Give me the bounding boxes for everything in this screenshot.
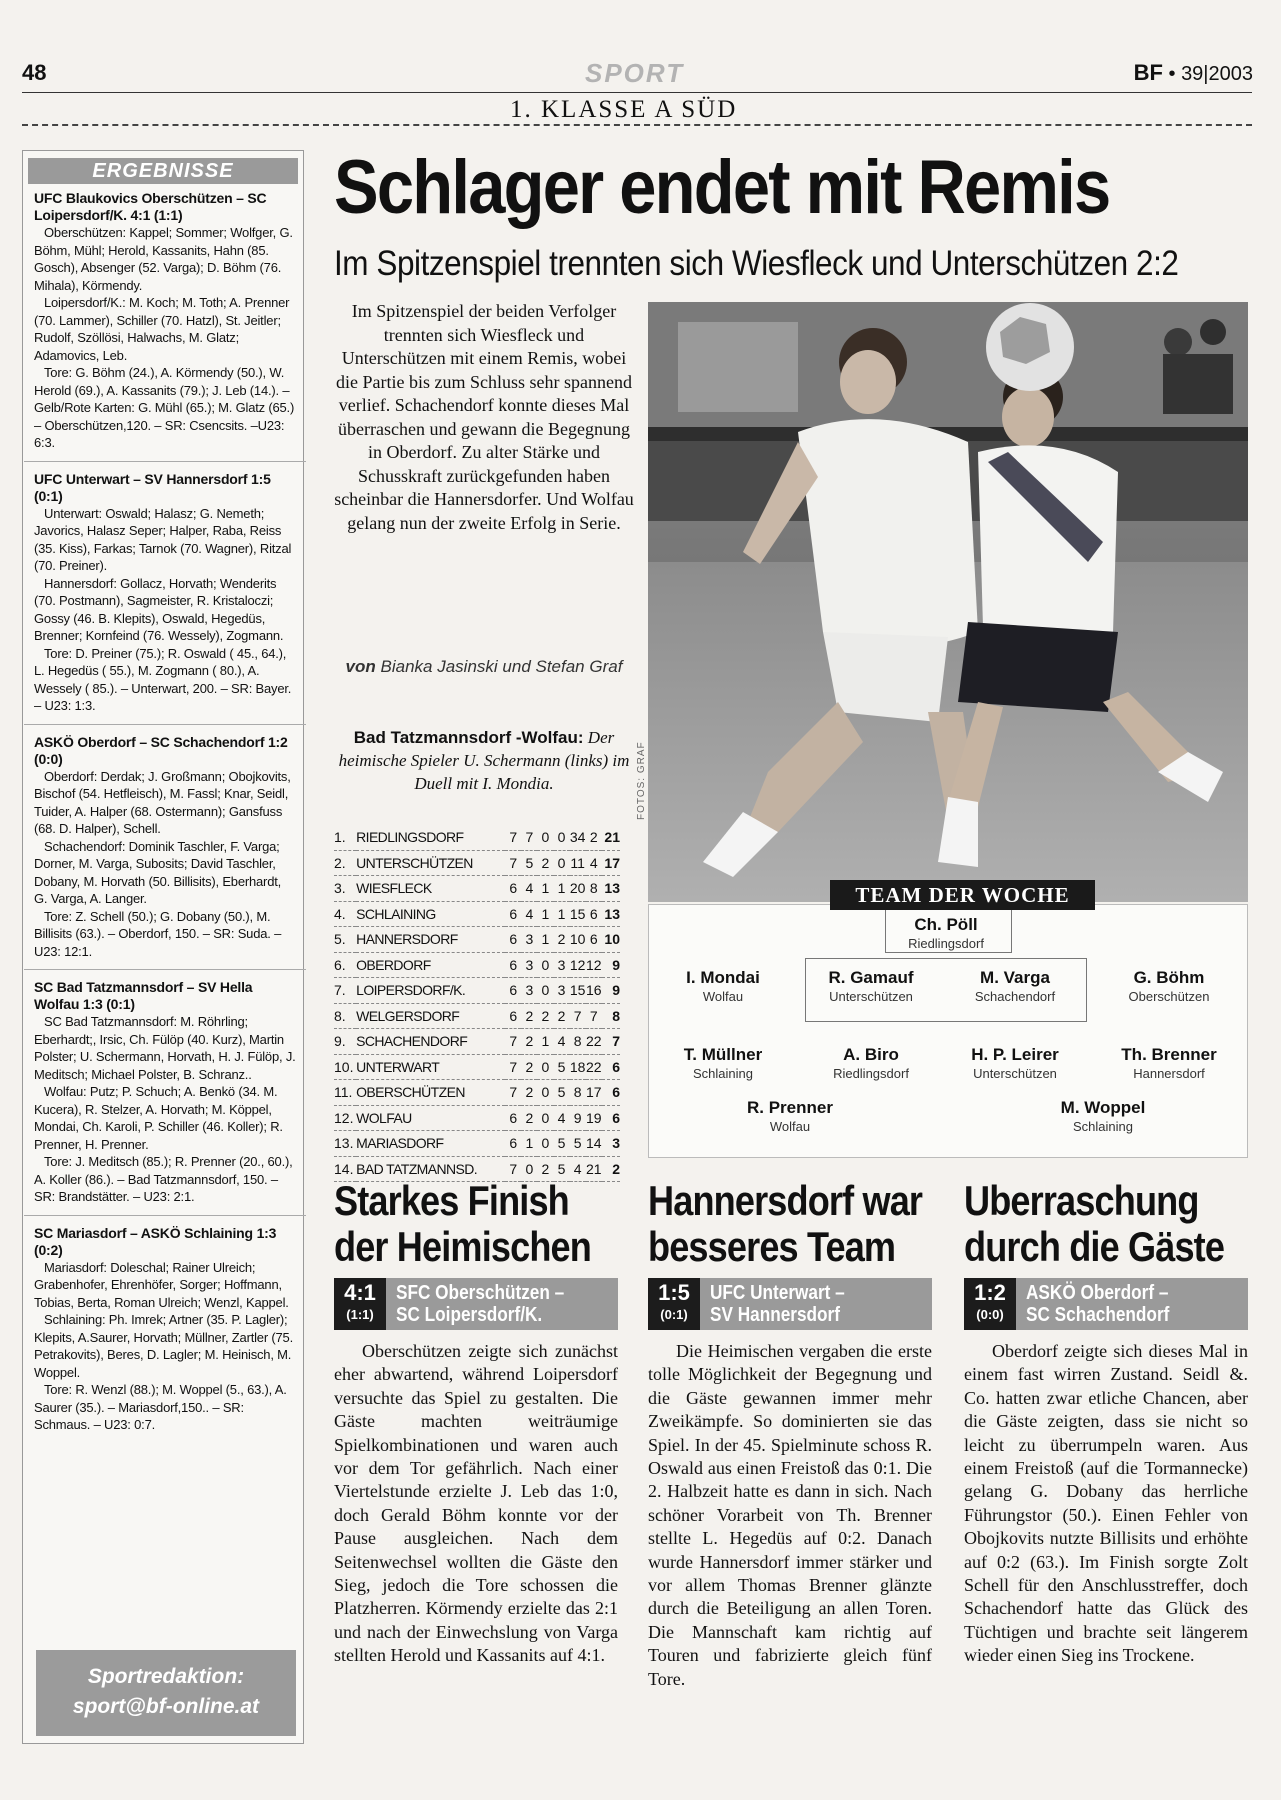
byline-names: Bianka Jasinski und Stefan Graf <box>380 657 623 676</box>
standings-row <box>334 978 620 1004</box>
player-name: R. Prenner <box>747 1098 833 1117</box>
result-title: SC Bad Tatzmannsdorf – SV Hella Wolfau 1:3 (0:1) <box>34 979 253 1012</box>
standings-pts: 13 <box>602 876 620 902</box>
tdw-row2-player <box>940 1045 1090 1082</box>
result-line: Oberschützen: Kappel; Sommer; Wolfger, G. Böhm, Mühl; Herold, Kassanits, Hahn (85. Gosch), Absenger (52. Varga); D. Böhm (76. Mihala), Körmendy. <box>34 225 293 293</box>
article-text: Oberdorf zeigte sich dieses Mal in einem fast wirren Zustand. Seidl &. Co. hatten zwar etliche Chancen, aber die Gäste zeigten, dass sie nicht so leicht zu überrumpeln waren. Aus einem Freistoß (auf die Tormannecke) gelang G. Dobany das herrliche Führungstor (50.). Einen Fehler von Obojkovits nutzte Billisits und erhöhte auf 0:2 (63.). Im Finish sorgte Zolt Schell für den Anschlusstreffer, doch Schachendorf hatte das Glück des Tüchtigen und brachte seit längerem wieder einen Sieg ins Trockene. <box>964 1341 1248 1666</box>
standings-d: 1 <box>537 927 553 953</box>
result-line: Schachendorf: Dominik Taschler, F. Varga; Dorner, M. Varga, Subosits; David Taschler, Dobany, M. Horvath (50. Billisits), Eberhardt, G. Varga, A. Langer. <box>34 838 282 906</box>
standings-row <box>334 1054 620 1080</box>
article-oberdorf <box>964 1178 1252 1668</box>
standings-gp: 6 <box>505 901 521 927</box>
standings-l: 1 <box>554 876 570 902</box>
photo-credit: FOTOS: GRAF <box>636 741 647 820</box>
standings-l: 1 <box>554 901 570 927</box>
standings-l: 5 <box>554 1131 570 1157</box>
standings-l: 5 <box>554 1156 570 1182</box>
results-list <box>34 190 296 1434</box>
standings-row <box>334 850 620 876</box>
standings-d: 0 <box>537 825 553 850</box>
match-teams <box>1026 1282 1169 1326</box>
standings-ga: 4 <box>586 850 602 876</box>
standings-w: 4 <box>521 901 537 927</box>
final-score: 4:1 <box>344 1280 376 1305</box>
result-line: Tore: G. Böhm (24.), A. Körmendy (50.), W. Herold (69.), A. Kassanits (79.); J. Leb (14.). – Gelb/Rote Karten: G. Mühl (65.); M. Glatz (65.) – Oberschützen,120. – SR: Csencsits. –U23: 6:3. <box>34 365 295 450</box>
standings-ga: 6 <box>586 927 602 953</box>
player-club: Wolfau <box>769 1119 811 1134</box>
standings-l: 5 <box>554 1054 570 1080</box>
standings-table <box>334 825 620 1182</box>
article-oberschuetzen <box>334 1178 622 1668</box>
article-text: Oberschützen zeigte sich zunächst eher abwartend, während Loipersdorf versuchte das Spiel zu gestalten. Die Gäste machten weiträumige Spielkombinationen und waren auch vor dem Tor gefährlich. Nach einer Viertelstunde erzielte J. Leb das 1:0, doch Gerald Böhm konnte vor der Pause ausgleichen. Nach dem Seitenwechsel wollten die Gäste den Sieg, jedoch die Tore schossen die Platzherren. Körmendy erzielte das 2:1 und nach der Einwechslung von Varga stellten Herold und Kassanits auf 4:1. <box>334 1341 618 1666</box>
standings-w: 7 <box>521 825 537 850</box>
standings-gp: 6 <box>505 1105 521 1131</box>
standings-team: SCHLAINING <box>356 901 505 927</box>
standings-l: 3 <box>554 952 570 978</box>
headline-line: der Heimischen <box>334 1223 591 1270</box>
player-name: T. Müllner <box>683 1045 763 1064</box>
football-duel-illustration <box>648 302 1248 902</box>
final-score: 1:5 <box>658 1280 690 1305</box>
standings-gp: 7 <box>505 1054 521 1080</box>
standings-pts: 3 <box>602 1131 620 1157</box>
article-text: Die Heimischen vergaben die erste tolle Möglichkeit der Begegnung und die Gäste gewannen immer mehr Zweikämpfe. So dominierten sie das Spiel. In der 45. Spielminute schoss R. Oswald aus einen Freistoß das 0:1. Die 2. Halbzeit hatte es dann in sich. Nach schöner Vorarbeit von Th. Brenner stellte L. Hegedüs auf 0:2. Danach wurde Hannersdorf immer stärker und vor allem Thomas Brenner glänzte durch die Beteiligung an allen Toren. Die Mannschaft kam richtig auf Touren und fabrizierte gleich fünf Tore. <box>648 1341 932 1689</box>
away-team: SC Schachendorf <box>1026 1304 1170 1326</box>
player-name: H. P. Leirer <box>971 1045 1059 1064</box>
results-heading: ERGEBNISSE <box>28 158 298 184</box>
standings-row <box>334 901 620 927</box>
score-box <box>964 1278 1016 1330</box>
standings-ga: 19 <box>586 1105 602 1131</box>
standings-team: WOLFAU <box>356 1105 505 1131</box>
standings-w: 3 <box>521 927 537 953</box>
standings-pts: 17 <box>602 850 620 876</box>
result-separator <box>24 461 306 462</box>
standings-gf: 20 <box>570 876 586 902</box>
standings-gf: 9 <box>570 1105 586 1131</box>
player-club: Unterschützen <box>973 1066 1057 1081</box>
tdw-keeper <box>871 915 1021 952</box>
standings-pts: 9 <box>602 978 620 1004</box>
standings-gf: 12 <box>570 952 586 978</box>
standings-l: 0 <box>554 850 570 876</box>
issue-info <box>1134 60 1253 86</box>
standings-team: RIEDLINGSDORF <box>356 825 505 850</box>
standings-gp: 6 <box>505 952 521 978</box>
player-club: Riedlingsdorf <box>908 936 984 951</box>
result-line: Oberdorf: Derdak; J. Großmann; Obojkovits, Bischof (54. Hetfleisch), M. Fassl; Knar, Seidl, Tuider, A. Halper (68. Ostermann); Gansfuss (68. D. Halper), Schell. <box>34 768 291 836</box>
article-body <box>334 1340 618 1668</box>
standings-l: 2 <box>554 927 570 953</box>
tdw-row1-player <box>648 968 798 1005</box>
result-entry <box>34 471 296 725</box>
team-of-week-title: TEAM DER WOCHE <box>830 880 1095 910</box>
standings-gp: 7 <box>505 1029 521 1055</box>
main-subheadline: Im Spitzenspiel trennten sich Wiesfleck und Unterschützen 2:2 <box>334 244 1179 283</box>
tdw-row3-player <box>715 1098 865 1135</box>
standings-gp: 6 <box>505 978 521 1004</box>
standings-d: 2 <box>537 1156 553 1182</box>
standings-l: 4 <box>554 1029 570 1055</box>
standings-ga: 17 <box>586 1080 602 1106</box>
result-line: Unterwart: Oswald; Halasz; G. Nemeth; Javorics, Halasz Seper; Halper, Raba, Reiss (35. Kiss), Farkas; Tarnok (70. Wagner), Ritzal (70. Preiner). <box>34 505 292 573</box>
standings-team: SCHACHENDORF <box>356 1029 505 1055</box>
standings-ga: 12 <box>586 952 602 978</box>
standings-w: 3 <box>521 978 537 1004</box>
standings-ga: 22 <box>586 1054 602 1080</box>
standings-gp: 6 <box>505 1003 521 1029</box>
standings-ga: 21 <box>586 1156 602 1182</box>
standings-d: 0 <box>537 1080 553 1106</box>
bullet: • <box>1168 63 1176 85</box>
score-bar <box>648 1278 932 1330</box>
player-name: Th. Brenner <box>1121 1045 1217 1064</box>
standings-gf: 11 <box>570 850 586 876</box>
paper-name: BF <box>1133 60 1163 85</box>
standings-ga: 7 <box>586 1003 602 1029</box>
result-title: ASKÖ Oberdorf – SC Schachendorf 1:2 (0:0) <box>34 733 288 767</box>
article-headline <box>334 1177 591 1270</box>
standings-ga: 6 <box>586 901 602 927</box>
section-label: SPORT <box>585 58 685 88</box>
headline-line: Hannersdorf war <box>648 1177 923 1224</box>
tdw-row1-player <box>940 968 1090 1005</box>
standings-team: WIESFLECK <box>356 876 505 902</box>
header-dashed-rule <box>22 124 1252 126</box>
player-name: R. Gamauf <box>828 968 914 987</box>
final-score: 1:2 <box>974 1280 1006 1305</box>
standings-pos: 12. <box>334 1105 356 1131</box>
standings-l: 5 <box>554 1080 570 1106</box>
standings-gp: 7 <box>505 825 521 850</box>
standings-d: 0 <box>537 1054 553 1080</box>
standings-row <box>334 1003 620 1029</box>
headline-line: durch die Gäste <box>964 1223 1225 1270</box>
match-teams <box>710 1282 845 1326</box>
standings-d: 1 <box>537 901 553 927</box>
standings-gp: 6 <box>505 1131 521 1157</box>
standings-pos: 1. <box>334 825 356 850</box>
byline <box>334 655 634 679</box>
standings-pts: 6 <box>602 1105 620 1131</box>
standings-w: 3 <box>521 952 537 978</box>
result-line: Tore: J. Meditsch (85.); R. Prenner (20., 60.), A. Koller (86.). – Bad Tatzmannsdorf, 150. – SR: Brandstätter. – U23: 2:1. <box>34 1154 293 1204</box>
standings-ga: 2 <box>586 825 602 850</box>
half-time-score: (1:1) <box>346 1307 374 1322</box>
half-time-score: (0:0) <box>976 1307 1004 1322</box>
result-line: Loipersdorf/K.: M. Koch; M. Toth; A. Prenner (70. Lammer), Schiller (70. Hatzl), St. Jeitler; Rudolf, Szöllösi, Halwachs, M. Glatz; Adamovics, Leb. <box>34 295 290 363</box>
standings-gp: 7 <box>505 1080 521 1106</box>
match-photo <box>648 302 1248 902</box>
player-club: Schlaining <box>693 1066 753 1081</box>
standings-gf: 10 <box>570 927 586 953</box>
player-name: I. Mondai <box>686 968 760 987</box>
standings-pos: 6. <box>334 952 356 978</box>
lead-paragraph: Im Spitzenspiel der beiden Verfolger trennten sich Wiesfleck und Unterschützen mit einem Remis, wobei die Partie bis zum Schluss sehr spannend verlief. Schachendorf konnte dieses Mal überraschen und gewann die Begegnung in Oberdorf. Zu alter Stärke und Schusskraft zurückgefunden haben scheinbar die Hannersdorfer. Und Wolfau gelang nun der zweite Erfolg in Serie. <box>334 301 634 533</box>
standings-gp: 6 <box>505 876 521 902</box>
result-line: Hannersdorf: Gollacz, Horvath; Wenderits (70. Postmann), Sagmeister, R. Kristaloczi; Gossy (46. B. Klepits), Oswald, Hegedüs, Brenner; Kornfeind (76. Wessely), Zogmann. <box>34 575 284 643</box>
standings-pts: 6 <box>602 1054 620 1080</box>
standings-pos: 14. <box>334 1156 356 1182</box>
article-hannersdorf <box>648 1178 936 1691</box>
standings-row <box>334 1131 620 1157</box>
sport-contact-box <box>36 1650 296 1736</box>
score-bar <box>964 1278 1248 1330</box>
score-box <box>334 1278 386 1330</box>
article-headline <box>648 1177 923 1270</box>
standings-gp: 7 <box>505 850 521 876</box>
standings-pos: 7. <box>334 978 356 1004</box>
page-number: 48 <box>22 60 47 85</box>
result-line: Schlaining: Ph. Imrek; Artner (35. P. Lagler); Klepits, A.Saurer, Horvath; Müllner, Zartler (75. Petrakovits), Beres, D. Lagler; M. Heinisch, M. Woppel. <box>34 1312 293 1380</box>
standings-gf: 8 <box>570 1080 586 1106</box>
standings-w: 2 <box>521 1054 537 1080</box>
result-title: UFC Unterwart – SV Hannersdorf 1:5 (0:1) <box>34 470 271 504</box>
result-separator <box>24 1215 306 1216</box>
result-entry <box>34 979 296 1216</box>
result-title: UFC Blaukovics Oberschützen – SC Loipersdorf/K. 4:1 (1:1) <box>34 190 267 223</box>
caption-match: Bad Tatzmannsdorf -Wolfau: <box>353 728 584 747</box>
article-body <box>964 1340 1248 1668</box>
standings-gf: 18 <box>570 1054 586 1080</box>
standings-pts: 21 <box>602 825 620 850</box>
standings-row <box>334 1029 620 1055</box>
tdw-row1-player <box>1094 968 1244 1005</box>
standings-pos: 5. <box>334 927 356 953</box>
article-headline <box>964 1177 1225 1270</box>
standings-d: 2 <box>537 850 553 876</box>
standings-gp: 7 <box>505 1156 521 1182</box>
standings-row <box>334 952 620 978</box>
standings-l: 4 <box>554 1105 570 1131</box>
player-name: M. Woppel <box>1060 1098 1146 1117</box>
standings-row <box>334 927 620 953</box>
standings-pts: 7 <box>602 1029 620 1055</box>
standings-row <box>334 876 620 902</box>
standings-w: 1 <box>521 1131 537 1157</box>
standings-d: 0 <box>537 978 553 1004</box>
result-line: Tore: R. Wenzl (88.); M. Woppel (5., 63.), A. Saurer (35.). – Mariasdorf,150.. – SR: Schmaus. – U23: 0:7. <box>34 1382 287 1432</box>
standings-w: 2 <box>521 1080 537 1106</box>
standings-pos: 9. <box>334 1029 356 1055</box>
away-team: SV Hannersdorf <box>710 1304 840 1326</box>
issue-number: 39|2003 <box>1181 63 1253 85</box>
standings-d: 1 <box>537 876 553 902</box>
standings-gf: 34 <box>570 825 586 850</box>
standings-team: UNTERSCHÜTZEN <box>356 850 505 876</box>
standings-gp: 6 <box>505 927 521 953</box>
tdw-row2-player <box>648 1045 798 1082</box>
result-separator <box>24 724 306 725</box>
standings-pos: 13. <box>334 1131 356 1157</box>
result-line: SC Bad Tatzmannsdorf: M. Röhrling; Eberhardt;, Irsic, Ch. Fülöp (40. Kurz), Martin Polster; U. Schermann, Horvath, H. J. Fülöp, J. Meditsch; Michael Polster, B. Schranz.. <box>34 1014 296 1082</box>
standings-w: 0 <box>521 1156 537 1182</box>
standings-team: UNTERWART <box>356 1054 505 1080</box>
standings-team: MARIASDORF <box>356 1131 505 1157</box>
standings-d: 0 <box>537 952 553 978</box>
caption-text: Der heimische Spieler U. Schermann (links) im Duell mit I. Mondia. <box>338 728 630 793</box>
standings-w: 2 <box>521 1003 537 1029</box>
standings-pts: 6 <box>602 1080 620 1106</box>
player-club: Riedlingsdorf <box>833 1066 909 1081</box>
player-club: Unterschützen <box>829 989 913 1004</box>
player-club: Wolfau <box>702 989 744 1004</box>
result-line: Mariasdorf: Doleschal; Rainer Ulreich; Grabenhofer, Ehrenhöfer, Sorger; Hoffmann, Tobias, Berta, Roman Ulreich; Wenzl, Kappel. <box>34 1259 289 1310</box>
standings-gf: 7 <box>570 1003 586 1029</box>
home-team: SFC Oberschützen – <box>396 1282 565 1304</box>
standings-team: HANNERSDORF <box>356 927 505 953</box>
result-separator <box>24 969 306 970</box>
score-box <box>648 1278 700 1330</box>
standings-pts: 8 <box>602 1003 620 1029</box>
standings-ga: 22 <box>586 1029 602 1055</box>
tdw-row2-player <box>796 1045 946 1082</box>
result-entry <box>34 1225 296 1434</box>
header-rule <box>22 92 1252 93</box>
standings-team: BAD TATZMANNSD. <box>356 1156 505 1182</box>
standings-pos: 11. <box>334 1080 356 1106</box>
player-club: Schlaining <box>1073 1119 1133 1134</box>
player-name: Ch. Pöll <box>914 915 978 934</box>
standings-w: 5 <box>521 850 537 876</box>
standings-pos: 3. <box>334 876 356 902</box>
standings-team: OBERSCHÜTZEN <box>356 1080 505 1106</box>
standings-pts: 13 <box>602 901 620 927</box>
result-line: Wolfau: Putz; P. Schuch; A. Benkö (34. M. Kucera), R. Stelzer, A. Horvath; M. Köppel, Mondai, Ch. Karoli, P. Schiller (46. Koller); R. Prenner, H. Prenner. <box>34 1084 283 1152</box>
standings-pos: 10. <box>334 1054 356 1080</box>
league-title: 1. KLASSE A SÜD <box>510 96 738 123</box>
player-club: Hannersdorf <box>1133 1066 1205 1081</box>
headline-line: besseres Team <box>648 1223 896 1270</box>
standings-gf: 15 <box>570 978 586 1004</box>
player-club: Schachendorf <box>974 989 1056 1004</box>
contact-email[interactable]: sport@bf-online.at <box>72 1695 260 1718</box>
standings-ga: 14 <box>586 1131 602 1157</box>
main-headline: Schlager endet mit Remis <box>334 145 1110 230</box>
standings-gf: 5 <box>570 1131 586 1157</box>
standings-team: OBERDORF <box>356 952 505 978</box>
player-name: A. Biro <box>843 1045 899 1064</box>
standings-l: 2 <box>554 1003 570 1029</box>
byline-prefix: von <box>345 657 376 676</box>
standings-ga: 16 <box>586 978 602 1004</box>
standings-gf: 4 <box>570 1156 586 1182</box>
tdw-row1-player <box>796 968 946 1005</box>
standings-pos: 2. <box>334 850 356 876</box>
standings-d: 0 <box>537 1105 553 1131</box>
headline-line: Uberraschung <box>964 1177 1199 1224</box>
standings-ga: 8 <box>586 876 602 902</box>
player-club: Oberschützen <box>1128 989 1210 1004</box>
away-team: SC Loipersdorf/K. <box>396 1304 543 1326</box>
standings-row <box>334 1105 620 1131</box>
standings-row <box>334 825 620 850</box>
article-body <box>648 1340 932 1691</box>
standings-pos: 4. <box>334 901 356 927</box>
photo-caption <box>334 726 634 795</box>
standings-l: 3 <box>554 978 570 1004</box>
standings-w: 2 <box>521 1105 537 1131</box>
player-name: M. Varga <box>980 968 1050 987</box>
home-team: UFC Unterwart – <box>710 1282 845 1304</box>
result-line: Tore: Z. Schell (50.); G. Dobany (50.), M. Billisits (63.). – Oberdorf, 150. – SR: Suda. – U23: 12:1. <box>34 908 282 959</box>
half-time-score: (0:1) <box>660 1307 688 1322</box>
standings-w: 4 <box>521 876 537 902</box>
result-entry <box>34 734 296 971</box>
standings-team: WELGERSDORF <box>356 1003 505 1029</box>
result-entry <box>34 190 296 462</box>
player-name: G. Böhm <box>1133 968 1205 987</box>
standings-pos: 8. <box>334 1003 356 1029</box>
tdw-row3-player <box>1028 1098 1178 1135</box>
standings-team: LOIPERSDORF/K. <box>356 978 505 1004</box>
standings-pts: 10 <box>602 927 620 953</box>
standings-row <box>334 1080 620 1106</box>
headline-line: Starkes Finish <box>334 1177 569 1224</box>
standings-d: 2 <box>537 1003 553 1029</box>
standings-gf: 8 <box>570 1029 586 1055</box>
standings-d: 0 <box>537 1131 553 1157</box>
tdw-row2-player <box>1094 1045 1244 1082</box>
result-title: SC Mariasdorf – ASKÖ Schlaining 1:3 (0:2) <box>34 1224 277 1258</box>
score-bar <box>334 1278 618 1330</box>
contact-title: Sportredaktion: <box>87 1665 245 1688</box>
standings-l: 0 <box>554 825 570 850</box>
match-teams <box>396 1282 564 1326</box>
standings-d: 1 <box>537 1029 553 1055</box>
result-line: Tore: D. Preiner (75.); R. Oswald ( 45., 64.), L. Hegedüs ( 55.), M. Zogmann ( 80.), A. Wessely ( 85.). – Unterwart, 200. – SR: Bayer. – U23: 1:3. <box>34 645 292 713</box>
standings-w: 2 <box>521 1029 537 1055</box>
standings-pts: 9 <box>602 952 620 978</box>
home-team: ASKÖ Oberdorf – <box>1026 1282 1169 1304</box>
standings-gf: 15 <box>570 901 586 927</box>
standings-pts: 2 <box>602 1156 620 1182</box>
